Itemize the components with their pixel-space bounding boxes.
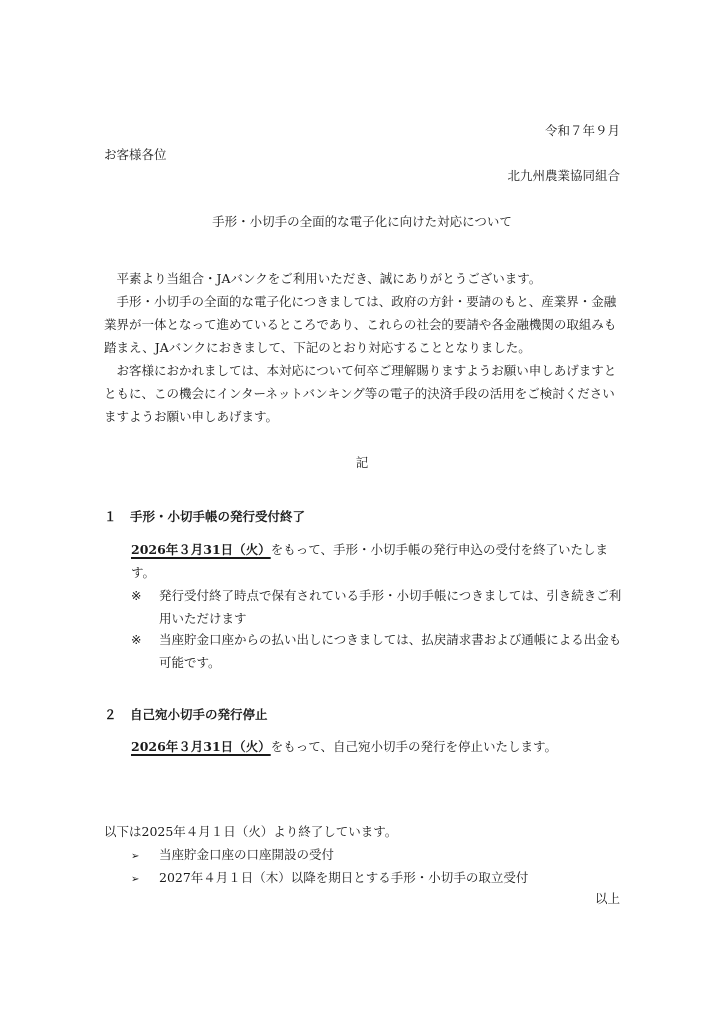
section-2-number: ２ [104,707,117,722]
section-1-deadline: 2026年３月31日（火） [131,542,271,557]
note-text: 当座貯金口座からの払い出しにつきましては、払戻請求書および通帳による出金も可能です。 [159,632,622,670]
greeting-paragraph: 平素より当組合・JAバンクをご利用いただき、誠にありがとうございます。 [116,271,542,286]
ended-item-text: 当座貯金口座の口座開設の受付 [159,847,335,862]
section-1-body [131,538,626,584]
section-2-text: をもって、自己宛小切手の発行を停止いたします。 [270,739,557,754]
arrow-bullet-icon: ➢ [131,874,140,885]
ki-heading: 記 [355,455,369,470]
note-text: 発行受付終了時点で保有されている手形・小切手帳につきましては、引き続きご利用いただけます [159,588,622,626]
document-date: 令和７年９月 [544,123,620,138]
note-mark: ※ [131,632,142,647]
intro-paragraphs [104,267,624,428]
sender-name: 北九州農業協同組合 [507,168,620,183]
document-title: 手形・小切手の全面的な電子化に向けた対応について [212,214,512,229]
closing-mark: 以上 [594,891,620,906]
addressee: お客様各位 [104,147,167,162]
section-2-title: 自己宛小切手の発行停止 [130,707,268,722]
section-1-note-1 [131,584,626,630]
arrow-bullet-icon: ➢ [131,851,140,862]
request-paragraph: お客様におかれましては、本対応について何卒ご理解賜りますようお願い申しあげますとともに、この機会にインターネットバンキング等の電子的決済手段の活用をご検討くださいますようお願い申しあげます。 [104,363,617,424]
section-2-heading [104,705,268,723]
section-1-title: 手形・小切手帳の発行受付終了 [130,509,306,524]
section-1-note-2 [131,628,626,674]
section-2-body [131,737,557,755]
background-paragraph: 手形・小切手の全面的な電子化につきましては、政府の方針・要請のもと、産業界・金融業界が一体となって進めているところであり、これらの社会的要請や各金融機関の取組みも踏まえ、JAバンクにおきまして、下記のとおり対応することとなりました。 [104,294,617,355]
section-1-text: をもって、手形・小切手帳の発行申込の受付を終了いたします。 [131,542,608,580]
note-mark: ※ [131,588,142,603]
ended-item-text: 2027年４月１日（木）以降を期日とする手形・小切手の取立受付 [159,870,529,885]
ended-item-1 [131,843,334,868]
section-1-number: １ [104,509,117,524]
ended-intro: 以下は2025年４月１日（火）より終了しています。 [104,824,398,839]
section-1-heading [104,507,305,525]
ended-item-2 [131,866,528,891]
section-2-deadline: 2026年３月31日（火） [131,739,271,754]
